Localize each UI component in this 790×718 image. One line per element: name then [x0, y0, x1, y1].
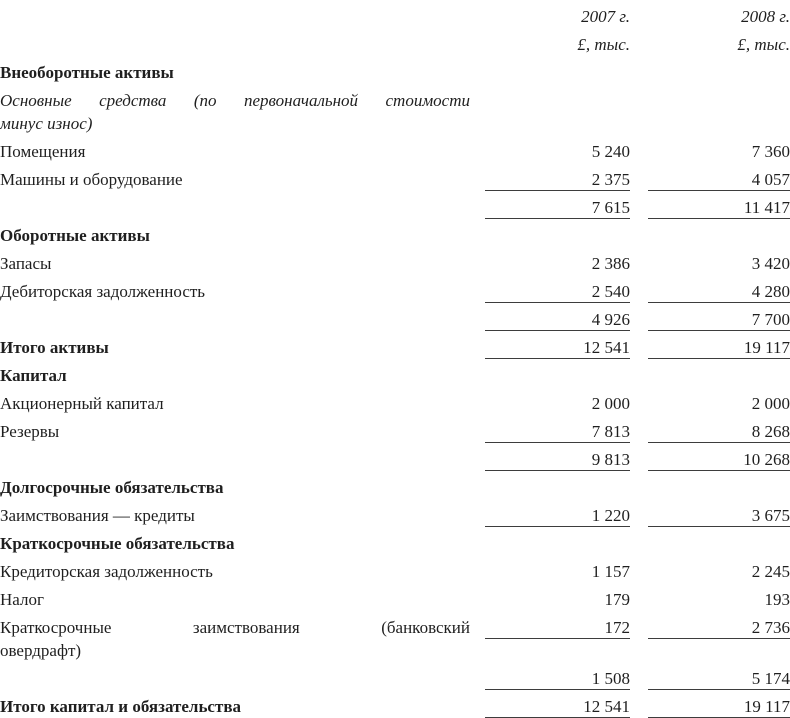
table-row: [0, 84, 790, 135]
unit-2008-header: £, тыс.: [737, 35, 790, 54]
table-row: [0, 163, 790, 191]
amount-2008: 2 245: [751, 562, 790, 581]
table-row: [0, 135, 790, 163]
row-label: [0, 448, 470, 471]
row-label-line: овердрафт): [0, 641, 82, 660]
amount-2007: 5 240: [591, 142, 630, 161]
row-label: Итого капитал и обязательства: [0, 697, 242, 716]
amount-2007: 7 813: [485, 421, 630, 443]
amount-2007: 4 926: [485, 309, 630, 331]
table-header-years: [0, 0, 790, 28]
amount-2008: 2 736: [648, 617, 790, 639]
amount-2007: 1 220: [485, 505, 630, 527]
amount-2008: 2 000: [751, 394, 790, 413]
table-row: [0, 387, 790, 415]
year-2008-header: 2008 г.: [741, 7, 790, 26]
amount-2008: 10 268: [648, 449, 790, 471]
row-label: [0, 308, 470, 331]
amount-2008: 19 117: [648, 337, 790, 359]
row-label: [0, 196, 470, 219]
table-row: [0, 303, 790, 331]
row-label: Налог: [0, 590, 44, 609]
amount-2007: 2 000: [591, 394, 630, 413]
row-label: Дебиторская задолженность: [0, 282, 206, 301]
amount-2008: 193: [764, 590, 790, 609]
amount-2007: 9 813: [485, 449, 630, 471]
row-label: Резервы: [0, 422, 60, 441]
table-row: [0, 191, 790, 219]
amount-2007: 2 386: [591, 254, 630, 273]
amount-2007: 7 615: [485, 197, 630, 219]
table-row: [0, 415, 790, 443]
table-row: [0, 662, 790, 690]
amount-2008: 8 268: [648, 421, 790, 443]
amount-2008: 4 057: [648, 169, 790, 191]
amount-2007: 12 541: [485, 696, 630, 718]
amount-2007: 1 157: [591, 562, 630, 581]
amount-2008: 7 700: [648, 309, 790, 331]
table-header-units: [0, 28, 790, 56]
amount-2008: 3 420: [751, 254, 790, 273]
year-2007-header: 2007 г.: [581, 7, 630, 26]
amount-2008: 11 417: [648, 197, 790, 219]
header-label-spacer: [0, 33, 470, 56]
row-label: Запасы: [0, 254, 52, 273]
table-rows: [0, 56, 790, 718]
amount-2007: 12 541: [485, 337, 630, 359]
table-row: [0, 690, 790, 718]
row-label: Краткосрочные обязательства: [0, 534, 235, 553]
row-label: Кредиторская задолженность: [0, 562, 213, 581]
table-row: [0, 583, 790, 611]
amount-2008: 4 280: [648, 281, 790, 303]
table-row: [0, 555, 790, 583]
table-row: [0, 471, 790, 499]
table-row: [0, 219, 790, 247]
table-row: [0, 331, 790, 359]
table-row: [0, 275, 790, 303]
row-label: Акционерный капитал: [0, 394, 164, 413]
unit-2007-header: £, тыс.: [577, 35, 630, 54]
table-row: [0, 56, 790, 84]
amount-2008: 19 117: [648, 696, 790, 718]
row-label-line: Краткосрочные заимствования (банковский: [0, 618, 470, 637]
row-label: Итого активы: [0, 338, 109, 357]
row-label: [0, 616, 470, 662]
row-label-line: минус износ): [0, 114, 93, 133]
amount-2007: 2 540: [485, 281, 630, 303]
row-label: Внеоборотные активы: [0, 63, 174, 82]
row-label: Долгосрочные обязательства: [0, 478, 224, 497]
table-row: [0, 359, 790, 387]
row-label: Оборотные активы: [0, 226, 150, 245]
amount-2007: 179: [604, 590, 630, 609]
header-label-spacer: [0, 5, 470, 28]
table-row: [0, 443, 790, 471]
row-label: [0, 89, 470, 135]
row-label-line: Основные средства (по первоначальной стоимости: [0, 91, 470, 110]
amount-2007: 2 375: [485, 169, 630, 191]
amount-2008: 5 174: [648, 668, 790, 690]
table-row: [0, 611, 790, 662]
row-label: [0, 667, 470, 690]
table-row: [0, 527, 790, 555]
amount-2007: 1 508: [485, 668, 630, 690]
amount-2008: 7 360: [751, 142, 790, 161]
amount-2008: 3 675: [648, 505, 790, 527]
row-label: Помещения: [0, 142, 86, 161]
row-label: Капитал: [0, 366, 67, 385]
table-row: [0, 499, 790, 527]
table-row: [0, 247, 790, 275]
amount-2007: 172: [485, 617, 630, 639]
row-label: Машины и оборудование: [0, 170, 183, 189]
row-label: Заимствования — кредиты: [0, 506, 195, 525]
